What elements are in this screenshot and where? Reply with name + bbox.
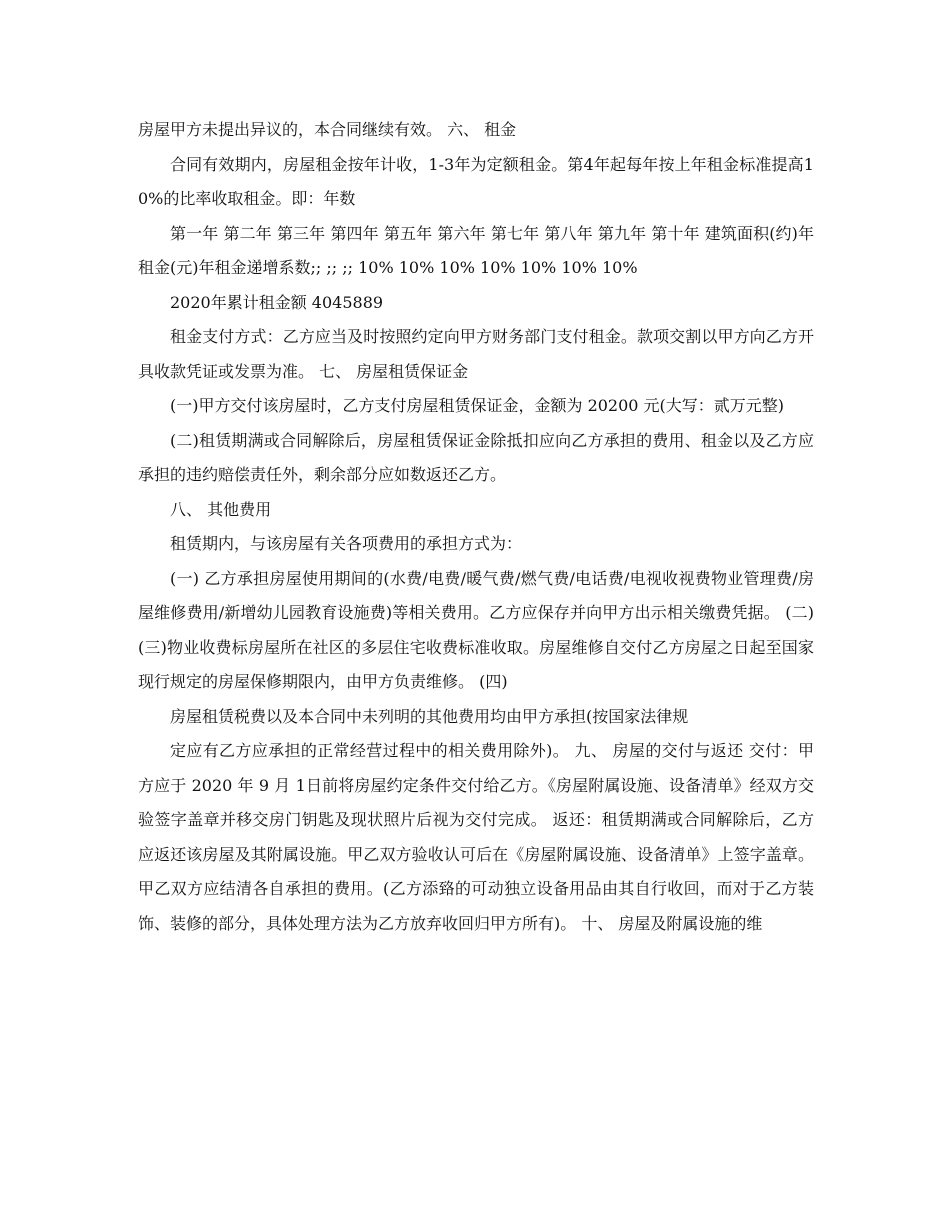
paragraph-rent-table: 第一年 第二年 第三年 第四年 第五年 第六年 第七年 第八年 第九年 第十年 建筑面积(约)年租金(元)年租金递增系数;; ;; ;; 10% 10% 10% 10% 10% 10% 10% bbox=[138, 223, 814, 277]
document-body bbox=[138, 113, 814, 941]
paragraph-deposit-one: (一)甲方交付该房屋时，乙方支付房屋租赁保证金，金额为 20200 元(大写：贰万元整) bbox=[170, 396, 785, 415]
paragraph-payment-method: 租金支付方式：乙方应当及时按照约定向甲方财务部门支付租金。款项交割以甲方向乙方开具收款凭证或发票为准。 七、 房屋租赁保证金 bbox=[138, 327, 814, 381]
paragraph-rent-total: 2020年累计租金额 4045889 bbox=[170, 292, 384, 312]
paragraph-rent-terms: 合同有效期内，房屋租金按年计收，1-3年为定额租金。第4年起每年按上年租金标准提高10%的比率收取租金。即：年数 bbox=[138, 154, 814, 208]
paragraph-fees-intro: 租赁期内，与该房屋有关各项费用的承担方式为： bbox=[170, 534, 523, 553]
paragraph-deposit-two: (二)租赁期满或合同解除后，房屋租赁保证金除抵扣应向乙方承担的费用、租金以及乙方应承担的违约赔偿责任外，剩余部分应如数返还乙方。 bbox=[138, 430, 814, 484]
paragraph-other-fees-heading: 八、 其他费用 bbox=[170, 499, 272, 519]
paragraph-fees-detail: (一) 乙方承担房屋使用期间的(水费/电费/暖气费/燃气费/电话费/电视收视费物业管理费/房屋维修费用/新增幼儿园教育设施费)等相关费用。乙方应保存并向甲方出示相关缴费凭据。 (二) (三)物业收费标房屋所在社区的多层住宅收费标准收取。房屋维修自交付乙方房屋之日起至国家现行规定的房屋保修期限内，由甲方负责维修。 (四) bbox=[138, 568, 814, 691]
paragraph-rent-heading: 房屋甲方未提出异议的，本合同继续有效。 六、 租金 bbox=[138, 120, 517, 139]
paragraph-taxes: 房屋租赁税费以及本合同中未列明的其他费用均由甲方承担(按国家法律规 bbox=[170, 706, 689, 726]
paragraph-delivery-return: 定应有乙方应承担的正常经营过程中的相关费用除外)。 九、 房屋的交付与返还 交付：甲方应于 2020 年 9 月 1日前将房屋约定条件交付给乙方。《房屋附属设施、设备清单》经双方交验签字盖章并移交房门钥匙及现状照片后视为交付完成。 返还：租赁期满或合同解除后，乙方应返还该房屋及其附属设施。甲乙双方验收认可后在《房屋附属设施、设备清单》上签字盖章。甲乙双方应结清各自承担的费用。(乙方添臵的可动独立设备用品由其自行收回，而对于乙方装饰、装修的部分，具体处理方法为乙方放弃收回归甲方所有)。 十、 房屋及附属设施的维 bbox=[138, 741, 814, 933]
